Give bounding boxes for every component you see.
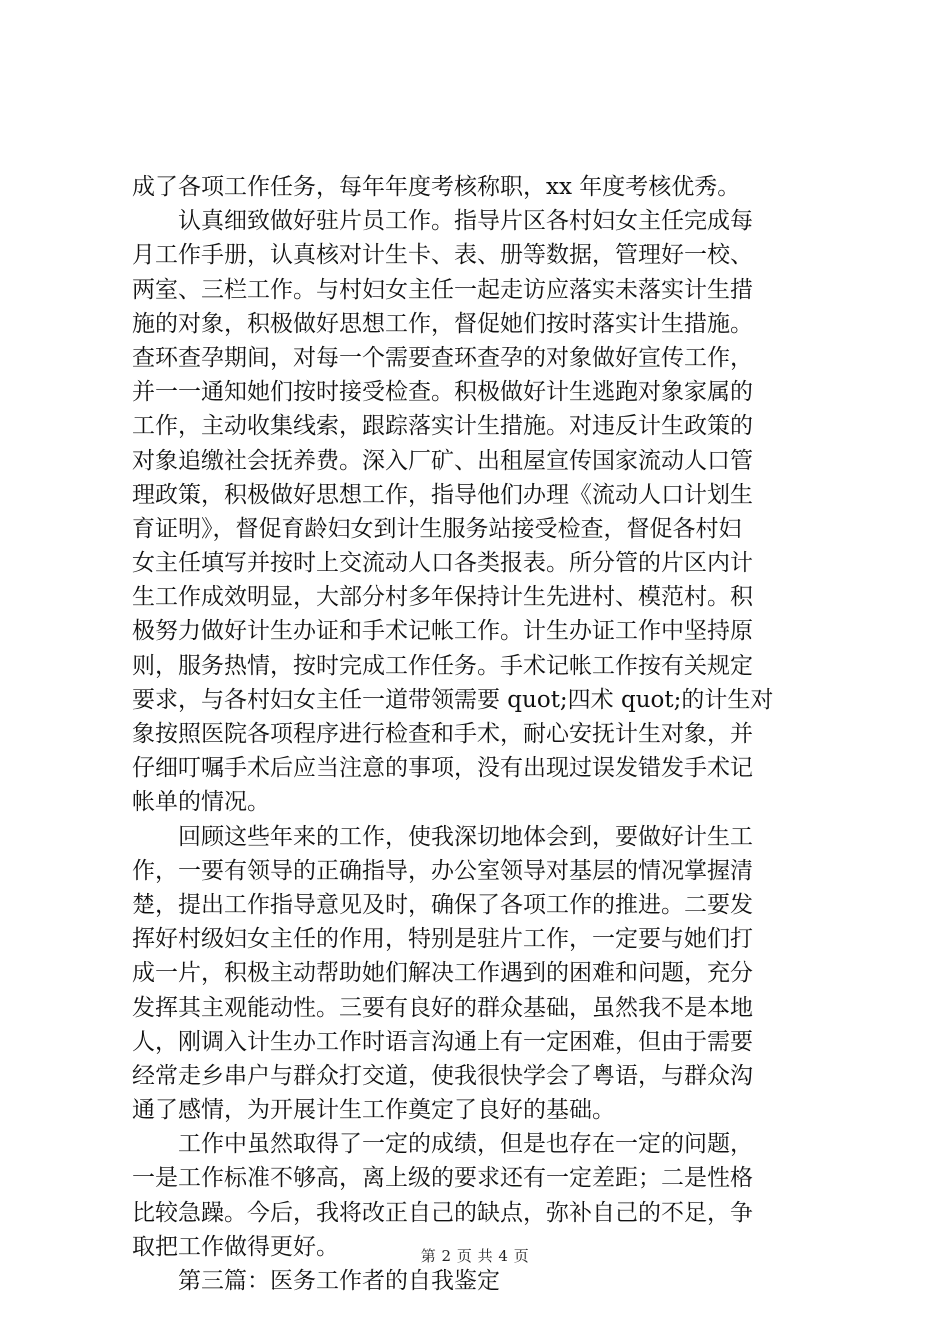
text-line: 对象追缴社会抚养费。深入厂矿、出租屋宣传国家流动人口管: [132, 447, 753, 474]
text-line: 作，一要有领导的正确指导，办公室领导对基层的情况掌握清: [132, 857, 753, 884]
text-line: 工作中虽然取得了一定的成绩，但是也存在一定的问题，: [178, 1131, 753, 1158]
text-line: 月工作手册，认真核对计生卡、表、册等数据，管理好一校、: [132, 242, 753, 269]
text-line: 成了各项工作任务，每年年度考核称职，xx 年度考核优秀。: [132, 174, 741, 200]
document-body: [132, 170, 822, 1298]
page-footer: 第 2 页 共 4 页: [420, 1247, 530, 1265]
text-line: 要求，与各村妇女主任一道带领需要 quot;四术 quot;的计生对: [132, 686, 774, 713]
text-line: 并一一通知她们按时接受检查。积极做好计生逃跑对象家属的: [132, 379, 753, 406]
text-line: 两室、三栏工作。与村妇女主任一起走访应落实未落实计生措: [132, 276, 753, 303]
text-line: 理政策，积极做好思想工作，指导他们办理《流动人口计划生: [132, 481, 753, 508]
text-line: 人，刚调入计生办工作时语言沟通上有一定困难，但由于需要: [132, 1028, 753, 1055]
text-line: 生工作成效明显，大部分村多年保持计生先进村、模范村。积: [132, 584, 753, 611]
text-line: 女主任填写并按时上交流动人口各类报表。所分管的片区内计: [132, 550, 753, 577]
text-line: 通了感情，为开展计生工作奠定了良好的基础。: [132, 1097, 615, 1124]
text-line: 取把工作做得更好。: [132, 1233, 339, 1260]
text-line: 工作，主动收集线索，跟踪落实计生措施。对违反计生政策的: [132, 413, 753, 440]
text-line: 仔细叮嘱手术后应当注意的事项，没有出现过误发错发手术记: [132, 755, 753, 782]
text-line: 经常走乡串户与群众打交道，使我很快学会了粤语，与群众沟: [132, 1062, 753, 1089]
text-line: 育证明》，督促育龄妇女到计生服务站接受检查，督促各村妇: [132, 515, 742, 542]
text-line: 第三篇：医务工作者的自我鉴定: [178, 1268, 500, 1294]
text-line: 发挥其主观能动性。三要有良好的群众基础，虽然我不是本地: [132, 994, 753, 1021]
text-line: 象按照医院各项程序进行检查和手术，耐心安抚计生对象，并: [132, 721, 753, 747]
text-line: 挥好村级妇女主任的作用，特别是驻片工作，一定要与她们打: [132, 926, 753, 953]
text-line: 极努力做好计生办证和手术记帐工作。计生办证工作中坚持原: [132, 618, 753, 645]
text-line: 成一片，积极主动帮助她们解决工作遇到的困难和问题，充分: [132, 960, 753, 987]
text-line: 查环查孕期间，对每一个需要查环查孕的对象做好宣传工作，: [132, 344, 753, 371]
text-line: 帐单的情况。: [132, 789, 270, 816]
text-line: 回顾这些年来的工作，使我深切地体会到，要做好计生工: [178, 823, 753, 850]
text-line: 楚，提出工作指导意见及时，确保了各项工作的推进。二要发: [132, 891, 753, 918]
text-line: 施的对象，积极做好思想工作，督促她们按时落实计生措施。: [132, 310, 753, 337]
text-line: 比较急躁。今后，我将改正自己的缺点，弥补自己的不足，争: [132, 1199, 753, 1226]
text-line: 则，服务热情，按时完成工作任务。手术记帐工作按有关规定: [132, 652, 753, 679]
text-line: 一是工作标准不够高，离上级的要求还有一定差距；二是性格: [132, 1165, 753, 1192]
text-line: 认真细致做好驻片员工作。指导片区各村妇女主任完成每: [178, 208, 753, 235]
